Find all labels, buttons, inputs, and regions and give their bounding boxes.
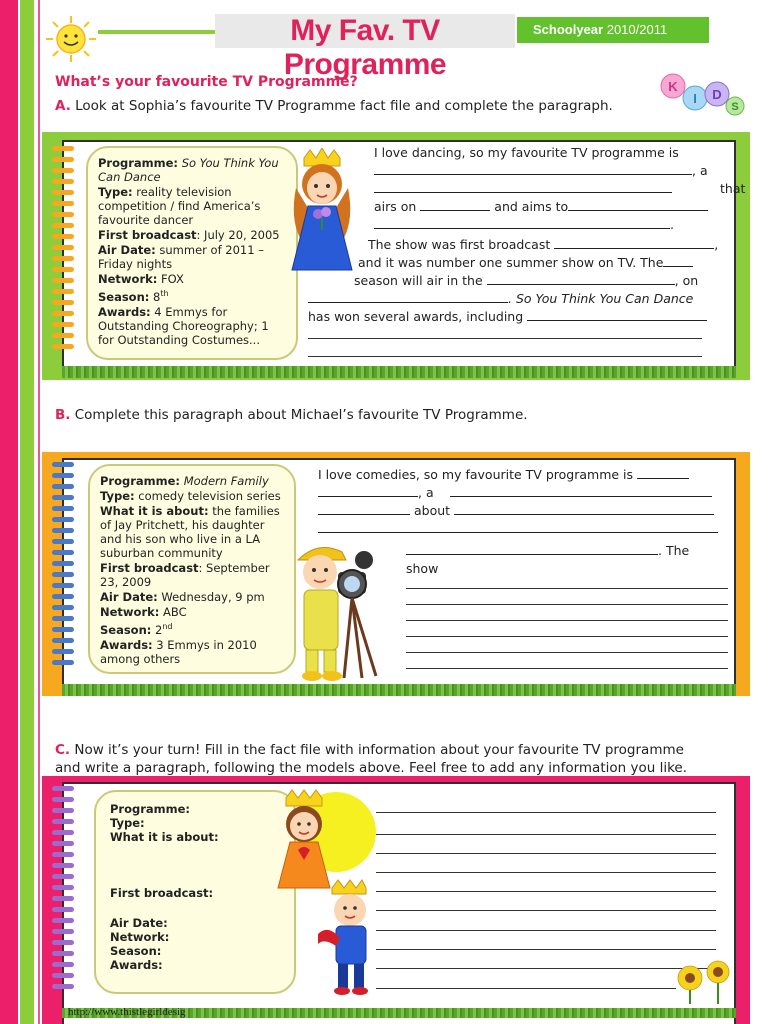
fb-awards-label: Awards: <box>100 637 153 652</box>
kids-letter-i: I <box>693 91 697 106</box>
rule-c5[interactable] <box>376 891 716 892</box>
fb-broadcast-label: First broadcast <box>100 561 199 575</box>
rule-c10[interactable] <box>376 988 676 989</box>
page-title: My Fav. TV Programme <box>215 14 515 48</box>
fa-season-label: Season: <box>98 289 150 304</box>
left-border-green <box>20 0 34 1024</box>
fb-awards: 3 Emmys in 2010 among others <box>100 637 257 666</box>
fa-network: FOX <box>161 272 184 286</box>
schoolyear-label: Schoolyear <box>533 22 604 37</box>
blank-b1[interactable] <box>637 466 689 479</box>
fb-about: the families of Jay Pritchett, his daughter and his son who live in a LA suburban community <box>100 504 280 560</box>
pa-l1: I love dancing, so my favourite TV programme is <box>374 145 679 160</box>
kids-letter-k: K <box>668 79 678 94</box>
fb-season: 2 <box>155 622 163 637</box>
rule-b6[interactable] <box>406 668 728 669</box>
pa-l9b: . So You Think You Can Dance <box>508 291 694 306</box>
fb-airdate-label: Air Date: <box>100 590 158 604</box>
rule-b2[interactable] <box>406 604 728 605</box>
paragraph-b <box>318 466 728 578</box>
rule-c6[interactable] <box>376 910 716 911</box>
blank-b4[interactable] <box>318 502 410 515</box>
blank-a5[interactable] <box>374 216 670 229</box>
pb-l5: . The <box>658 543 690 558</box>
sunflowers-icon <box>676 960 738 1004</box>
header-bar <box>98 30 218 34</box>
rule-b3[interactable] <box>406 620 728 621</box>
fc-about-label[interactable]: What it is about: <box>110 830 219 844</box>
rule-c7[interactable] <box>376 930 716 931</box>
kids-letter-d: D <box>712 87 722 102</box>
fb-programme-label: Programme: <box>100 474 181 488</box>
label-c: C. <box>55 742 71 758</box>
rule-a2[interactable] <box>308 356 702 357</box>
pa-l8b: , on <box>674 273 699 288</box>
fb-about-label: What it is about: <box>100 504 209 518</box>
fb-type: comedy television series <box>138 489 281 503</box>
schoolyear-badge <box>517 17 709 43</box>
rule-c2[interactable] <box>376 834 716 835</box>
fb-season-sup: nd <box>162 622 173 631</box>
rule-b5[interactable] <box>406 652 728 653</box>
left-border-pink <box>0 0 18 1024</box>
fa-programme: So You Think You Can Dance <box>98 156 279 184</box>
main-question: What’s your favourite TV Programme? <box>55 74 358 90</box>
fb-airdate: Wednesday, 9 pm <box>161 590 265 604</box>
pa-l7: and it was number one summer show on TV. The <box>358 255 664 270</box>
blank-a4[interactable] <box>568 198 708 211</box>
section-c-spiral <box>52 786 74 995</box>
fa-type: reality television competition / find America’s favourite dancer <box>98 185 261 227</box>
pa-l6a: The show was first broadcast <box>368 237 551 252</box>
fa-awards: 4 Emmys for Outstanding Choreography; 1 for Outstanding Costumes... <box>98 304 269 347</box>
blank-b2[interactable] <box>318 484 418 497</box>
blank-a8[interactable] <box>487 272 675 285</box>
fa-network-label: Network: <box>98 272 158 286</box>
kids-bubbles-logo <box>655 72 745 122</box>
fb-type-label: Type: <box>100 489 135 503</box>
fa-type-label: Type: <box>98 185 133 199</box>
pa-l3: that <box>720 181 746 196</box>
blank-b6[interactable] <box>318 520 718 533</box>
instruction-a-text: Look at Sophia’s favourite TV Programme fact file and complete the paragraph. <box>75 98 613 114</box>
fb-programme: Modern Family <box>183 474 269 488</box>
rule-c8[interactable] <box>376 949 716 950</box>
fa-season: 8 <box>153 289 161 304</box>
fa-season-sup: th <box>160 289 169 298</box>
section-b-grass <box>62 684 736 696</box>
blank-b3[interactable] <box>450 484 712 497</box>
instruction-b-text: Complete this paragraph about Michael’s favourite TV Programme. <box>74 407 528 423</box>
instruction-c-l2: and write a paragraph, following the models above. Feel free to add any information you like. <box>55 760 688 776</box>
instruction-c <box>55 741 687 777</box>
section-a-spiral <box>52 146 74 355</box>
fa-broadcast-label: First broadcast <box>98 228 197 242</box>
section-a-grass <box>62 366 736 378</box>
kids-letter-s: S <box>731 101 739 113</box>
pa-l8a: season will air in the <box>354 273 483 288</box>
fb-season-label: Season: <box>100 622 152 637</box>
blank-b5[interactable] <box>454 502 714 515</box>
fa-airdate-label: Air Date: <box>98 243 156 257</box>
prince-princess-illustration <box>266 788 378 1000</box>
fact-file-a <box>86 146 298 360</box>
paragraph-a: I love dancing, so my favourite TV programme is , a that airs on and aims to . The show was first broadcast , and it was number one summer show on TV. The season will air in the , on . So You Think You Can Dance has won several awards, including <box>308 145 746 324</box>
section-b-spiral <box>52 462 74 671</box>
rule-a1[interactable] <box>308 338 702 339</box>
schoolyear-value: 2010/2011 <box>606 22 668 37</box>
rule-c4[interactable] <box>376 872 716 873</box>
fc-broadcast-label[interactable]: First broadcast: <box>110 886 214 900</box>
fb-network-label: Network: <box>100 605 160 619</box>
fc-airdate-label[interactable]: Air Date: <box>110 916 168 930</box>
footer-url[interactable]: http://www.thistlegirldesig <box>68 1006 186 1018</box>
blank-a1[interactable] <box>374 162 692 175</box>
left-border-line <box>38 0 40 1024</box>
instruction-b <box>55 407 528 423</box>
blank-a9[interactable] <box>308 290 508 303</box>
blank-a3[interactable] <box>420 198 490 211</box>
pa-l10: has won several awards, including <box>308 309 524 324</box>
fa-airdate: summer of 2011 – Friday nights <box>98 243 264 271</box>
fc-network-label[interactable]: Network: <box>110 930 170 944</box>
pb-l3: about <box>413 503 451 518</box>
pb-l1: I love comedies, so my favourite TV programme is <box>318 467 634 482</box>
sun-icon <box>44 14 98 64</box>
fc-type-label[interactable]: Type: <box>110 816 145 830</box>
label-a: A. <box>55 98 71 114</box>
blank-a7[interactable] <box>663 254 693 267</box>
fc-season-label[interactable]: Season: <box>110 944 162 958</box>
rule-b1[interactable] <box>406 588 728 589</box>
fa-broadcast: : July 20, 2005 <box>196 228 280 242</box>
pa-l4a: airs on <box>374 199 417 214</box>
blank-b7[interactable] <box>406 542 658 555</box>
pa-l2: , a <box>692 163 708 178</box>
blank-a10[interactable] <box>527 308 707 321</box>
fb-broadcast: : September 23, 2009 <box>100 561 270 589</box>
label-b: B. <box>55 407 71 423</box>
fb-network: ABC <box>163 605 187 619</box>
fc-awards-label[interactable]: Awards: <box>110 958 163 972</box>
blank-a2[interactable] <box>374 180 672 193</box>
rule-b4[interactable] <box>406 636 728 637</box>
instruction-c-l1: Now it’s your turn! Fill in the fact file with information about your favourite TV programme <box>74 742 684 758</box>
rule-c3[interactable] <box>376 853 716 854</box>
pa-l4b: and aims to <box>494 199 569 214</box>
fact-file-b <box>88 464 296 674</box>
pb-l2: , a <box>418 485 434 500</box>
fc-programme-label[interactable]: Programme: <box>110 802 191 816</box>
blank-a6[interactable] <box>554 236 714 249</box>
rule-c9[interactable] <box>376 968 716 969</box>
fa-programme-label: Programme: <box>98 156 179 170</box>
rule-c1[interactable] <box>376 812 716 813</box>
pb-l6: show <box>406 561 439 576</box>
instruction-a <box>55 98 613 114</box>
fa-awards-label: Awards: <box>98 304 151 319</box>
